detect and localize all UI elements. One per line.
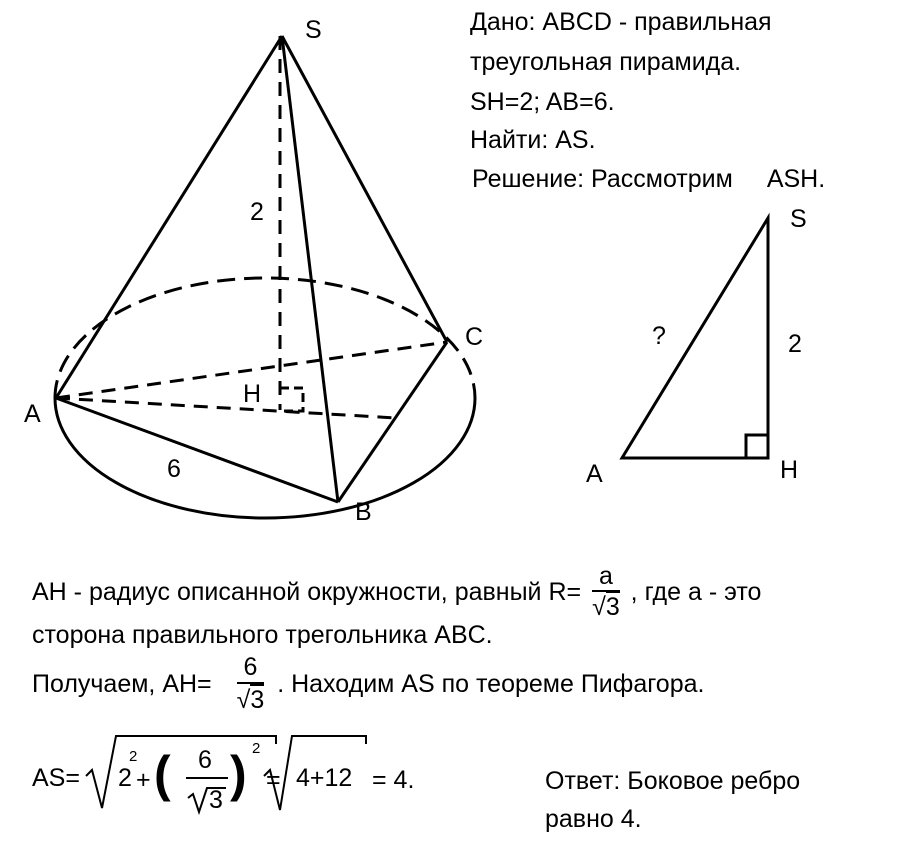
ah-radicand: 3 [250,686,265,714]
right-paren-icon: ) [230,746,247,802]
given-line-2: треугольная пирамида. [470,48,742,76]
label-A: A [24,400,41,428]
solution-line [472,164,825,194]
r-fraction [592,562,620,622]
formula-exponent-1: 2 [129,748,138,765]
r-fraction-numer: a [592,562,620,592]
right-angle-mark [280,388,303,411]
label-B: B [355,498,372,526]
formula [30,730,450,830]
explanation-line-2: сторона правильного трегольника ABC. [32,621,493,649]
answer-line-1: Ответ: Боковое ребро [545,767,801,795]
tri-label-A: A [586,460,603,488]
label-C: C [465,323,484,351]
sqrt-icon: √ [592,593,606,621]
r-radicand: 3 [605,593,620,621]
find-line: Найти: AS. [470,126,596,154]
ah-fraction [237,652,265,716]
tri-label-H: H [780,456,799,484]
left-paren-icon: ( [154,746,171,802]
sqrt-icon: √ [236,686,251,714]
ah-fraction-denom [237,684,265,716]
label-SH-length: 2 [250,198,264,226]
formula-exponent-2: 2 [252,740,261,757]
label-H: H [243,380,262,408]
formula-plus: + [136,766,151,794]
ah-fraction-numer: 6 [237,652,265,684]
tri-label-S: S [790,205,807,233]
answer-line-2: равно 4. [545,805,642,833]
tri-label-SH: 2 [788,330,802,358]
formula-base: 2 [118,764,132,792]
edge-SC [282,36,447,342]
formula-lhs: AS= [32,764,80,792]
triangle-name: ASH. [766,165,826,193]
triangle-ASH [622,218,768,458]
formula-result: = 4. [372,766,415,794]
explanation-line-3-end: . Находим AS по теореме Пифагора. [277,670,705,698]
base-ellipse-front [55,398,475,518]
explanation-line-3 [32,652,704,727]
label-S: S [305,16,322,44]
median-AH-ext [56,398,396,418]
explanation-line-1-end: , где a - это [630,578,762,606]
formula-frac-numer: 6 [198,746,212,774]
explanation-line-1-start: AH - радиус описанной окружности, равный R= [32,578,582,606]
solution-text: Решение: Рассмотрим [472,165,733,193]
formula-eq: = [266,766,281,794]
tri-label-unknown: ? [652,322,666,350]
edge-SB [282,36,338,502]
triangle-right-angle-mark [746,435,768,458]
explanation-line-3-start: Получаем, AH= [32,670,212,698]
r-fraction-denom [592,592,620,622]
edge-BC [338,342,447,502]
label-AB-length: 6 [167,455,181,483]
given-line-3: SH=2; AB=6. [470,88,615,116]
outer-radical-sign [86,736,276,808]
formula-radicand-2: 4+12 [296,764,353,792]
given-line-1: Дано: ABCD - правильная [470,8,772,36]
edge-SA [56,36,282,398]
formula-frac-radicand: 3 [209,786,223,814]
